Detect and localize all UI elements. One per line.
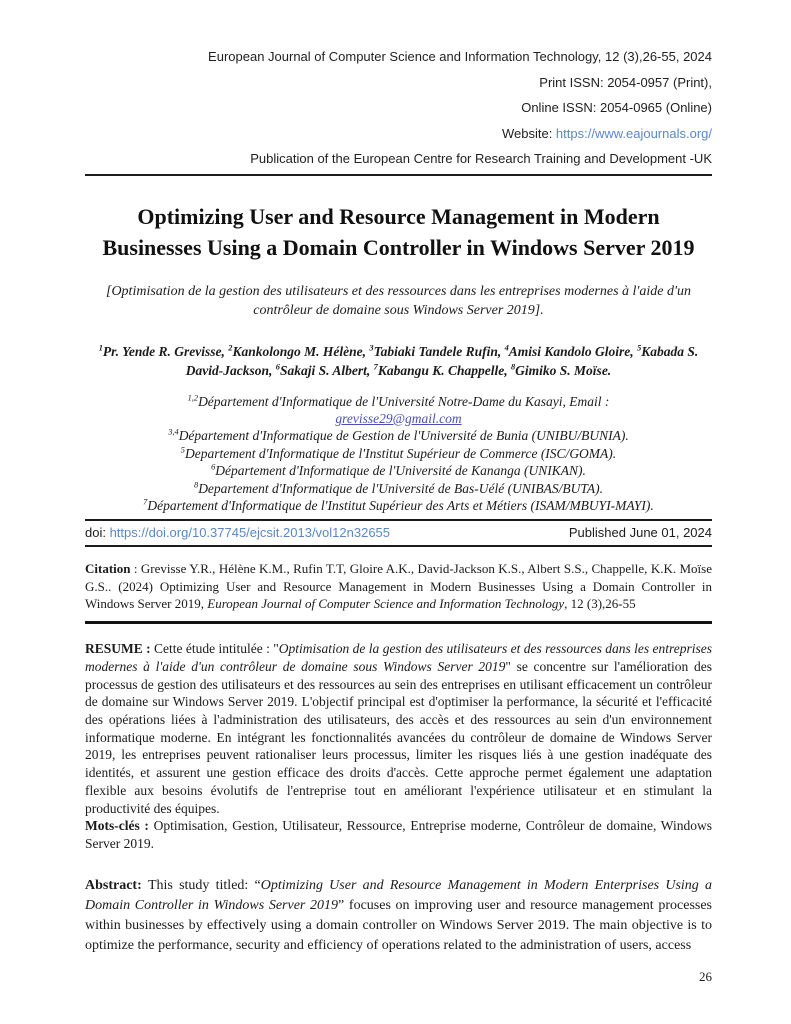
affiliation-line xyxy=(85,410,712,427)
journal-citation-line: European Journal of Computer Science and Information Technology, 12 (3),26-55, 2024 xyxy=(208,49,712,64)
affiliation-line: $^{3,4}$Département d'Informatique de Gestion de l'Université de Bunia (UNIBU/BUNIA). xyxy=(168,427,629,444)
affiliations-block xyxy=(85,393,712,515)
article-subtitle-french: [Optimisation de la gestion des utilisateurs et des ressources dans les entreprises modernes à l'aide d'un contrôleur de domaine sous Windows Server 2019]. xyxy=(106,283,691,318)
website-label: Website: xyxy=(501,125,556,141)
resume-paragraph: RESUME : Cette étude intitulée : "Optimisation de la gestion des utilisateurs et des ressources dans les entreprises modernes à l'aide d'un contrôleur de domaine sous Windows Server 2019" se concentre sur l'amélioration des processus de gestion des utilisateurs et des ressources au sein des entreprises en utilisant efficacement un contrôleur de domaine sur Windows Server 2019. L'objectif principal est d'optimiser la performance, la sécurité et l'efficacité des opérations liées à l'administration des utilisateurs, des accès et des ressources au sein d'un environnement informatique moderne. En intégrant les fonctionnalités avancées du contrôleur de domaine de Windows Server 2019, les entreprises peuvent rationaliser leurs processus, limiter les risques liés à une gestion inadéquate des identités, et assurent une gestion efficace des droits d'accès. Cette approche permet également une adaptation flexible aux besoins évolutifs de l'entreprise tout en améliorant l'expérience utilisateur et en stimulant la productivité des équipes. xyxy=(85,641,712,816)
citation-divider xyxy=(85,621,712,624)
author: $^8$Gimiko S. Moïse. xyxy=(510,362,612,378)
author: $^6$Sakaji S. Albert, xyxy=(275,362,371,378)
online-issn-line: Online ISSN: 2054-0965 (Online) xyxy=(521,100,712,115)
author: $^1$Pr. Yende R. Grevisse, xyxy=(98,343,225,359)
author: $^3$Tabiaki Tandele Rufin, xyxy=(369,343,502,359)
author: $^5$Kabada S. David-Jackson, xyxy=(185,343,699,378)
page-number: 26 xyxy=(699,968,712,984)
doi-link[interactable]: https://doi.org/10.37745/ejcsit.2013/vol12n32655 xyxy=(109,525,391,541)
doi-label: doi: xyxy=(85,525,110,541)
affiliation-line: $^7$Département d'Informatique de l'Institut Supérieur des Arts et Métiers (ISAM/MBUYI-MAYI). xyxy=(143,497,654,513)
abstract-paragraph: Abstract: This study titled: “Optimizing User and Resource Management in Modern Enterprises Using a Domain Controller in Windows Server 2019” focuses on improving user and resource management processes within businesses by effectively using a domain controller on Windows Server 2019. The main objective is to optimize the performance, security and efficiency of operations related to the administration of users, access xyxy=(85,877,713,953)
doi-line xyxy=(85,525,390,540)
affiliation-line: $^8$Departement d'Informatique de l'Université de Bas-Uélé (UNIBAS/BUTA). xyxy=(194,480,603,496)
author: $^4$Amisi Kandolo Gloire, xyxy=(504,343,634,359)
authors-line xyxy=(85,342,712,380)
website-link[interactable]: https://www.eajournals.org/ xyxy=(555,125,712,141)
email-link[interactable]: grevisse29@gmail.com xyxy=(335,410,462,426)
journal-header xyxy=(85,44,712,176)
affiliation-line: $^{1,2}$Département d'Informatique de l'Université Notre-Dame du Kasayi, Email : xyxy=(187,393,610,409)
author: $^7$Kabangu K. Chappelle, xyxy=(373,362,508,378)
print-issn-line: Print ISSN: 2054-0957 (Print), xyxy=(539,74,712,90)
published-date: Published June 01, 2024 xyxy=(568,525,712,541)
publication-line: Publication of the European Centre for Research Training and Development -UK xyxy=(85,146,712,176)
author: $^2$Kankolongo M. Hélène, xyxy=(228,343,366,359)
article-title: Optimizing User and Resource Management in Modern Businesses Using a Domain Controller in Windows Server 2019 xyxy=(102,203,695,260)
doi-bar xyxy=(85,519,712,547)
website-line xyxy=(85,121,712,147)
affiliation-line: $^5$Departement d'Informatique de l'Institut Supérieur de Commerce (ISC/GOMA). xyxy=(180,445,617,461)
keywords-paragraph: Mots-clés : Optimisation, Gestion, Utilisateur, Ressource, Entreprise moderne, Contrôleur de domaine, Windows Server 2019. xyxy=(85,818,712,851)
affiliation-line: $^6$Département d'Informatique de l'Université de Kananga (UNIKAN). xyxy=(211,462,586,479)
citation-paragraph: Citation : Grevisse Y.R., Hélène K.M., Rufin T.T, Gloire A.K., David-Jackson K.S., Albert S.S., Chappelle, K.K. Moïse G.S.. (2024) Optimizing User and Resource Management in Modern Businesses Using a Domain Controller in Windows Server 2019, European Journal of Computer Science and Information Technology, 12 (3),26-55 xyxy=(85,561,712,611)
